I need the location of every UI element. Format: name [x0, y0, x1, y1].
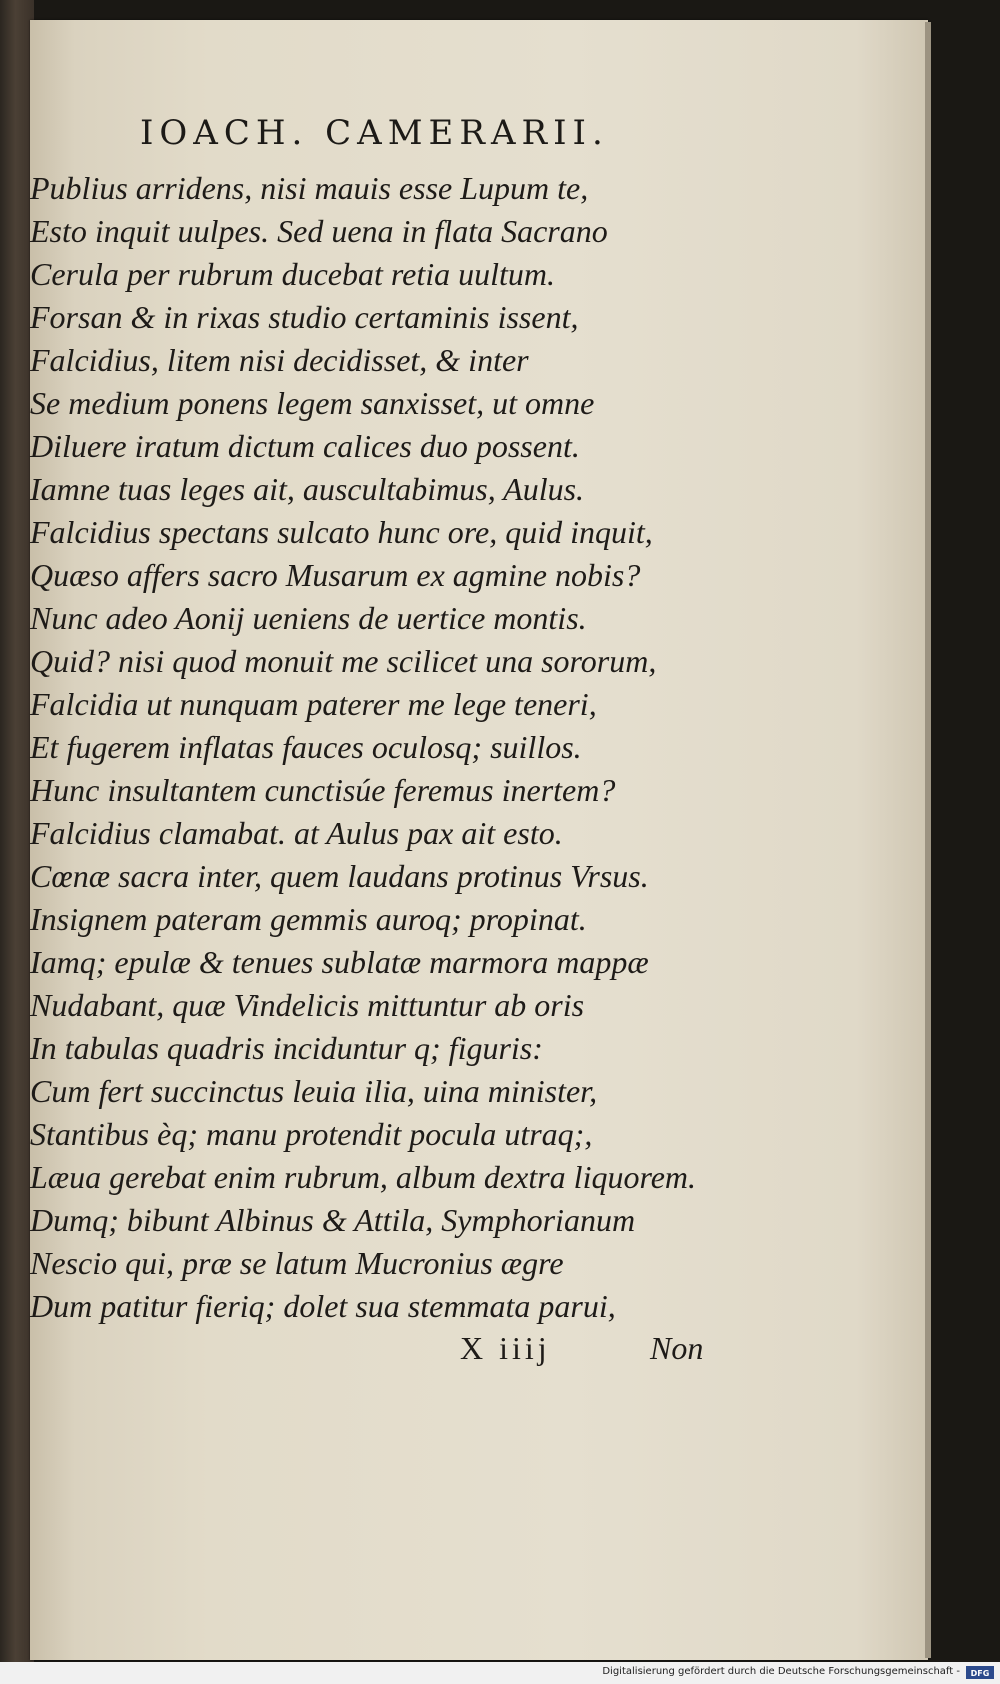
- page-edge: [925, 22, 931, 1658]
- verse-line: Falcidius, litem nisi decidisset, & inter: [30, 342, 529, 378]
- catchword: Non: [650, 1330, 704, 1366]
- verse-line: Quid? nisi quod monuit me scilicet una sororum,: [30, 643, 657, 679]
- verse-line: Nudabant, quæ Vindelicis mittuntur ab oris: [30, 987, 585, 1023]
- verse-line: Iamne tuas leges ait, auscultabimus, Aulus.: [30, 471, 585, 507]
- running-head: IOACH. CAMERARII.: [140, 113, 609, 153]
- footer-credit: Digitalisierung gefördert durch die Deutsche Forschungsgemeinschaft -: [602, 1666, 960, 1677]
- verse-line: Cum fert succinctus leuia ilia, uina minister,: [30, 1073, 598, 1109]
- verse-line: Dumq; bibunt Albinus & Attila, Symphorianum: [30, 1202, 636, 1238]
- verse-line: Stantibus èq; manu protendit pocula utraq;,: [30, 1116, 593, 1152]
- verse-line: Cœnæ sacra inter, quem laudans protinus Vrsus.: [30, 858, 649, 894]
- verse-line: Iamq; epulæ & tenues sublatæ marmora mappæ: [30, 944, 649, 980]
- verse-line: In tabulas quadris inciduntur q; figuris:: [30, 1030, 543, 1066]
- signature-mark: X iiij: [460, 1330, 551, 1366]
- verse-line: Insignem pateram gemmis auroq; propinat.: [30, 901, 587, 937]
- verse-line: Diluere iratum dictum calices duo possent.: [30, 428, 580, 464]
- verse-line: Nunc adeo Aonij ueniens de uertice montis.: [30, 600, 587, 636]
- verse-text: [30, 167, 730, 1328]
- verse-line: Forsan & in rixas studio certaminis issent,: [30, 299, 579, 335]
- footer-bar: [0, 1662, 1000, 1684]
- verse-line: Dum patitur fieriq; dolet sua stemmata parui,: [30, 1288, 616, 1324]
- verse-line: Se medium ponens legem sanxisset, ut omne: [30, 385, 595, 421]
- dfg-logo-text: DFG: [970, 1669, 990, 1678]
- verse-line: Falcidius spectans sulcato hunc ore, quid inquit,: [30, 514, 653, 550]
- verse-line: Læua gerebat enim rubrum, album dextra liquorem.: [30, 1159, 697, 1195]
- verse-line: Nescio qui, præ se latum Mucronius ægre: [30, 1245, 564, 1281]
- dfg-logo-icon: [966, 1666, 994, 1679]
- book-binding: [0, 0, 34, 1662]
- verse-line: Falcidia ut nunquam paterer me lege teneri,: [30, 686, 597, 722]
- verse-line: Esto inquit uulpes. Sed uena in flata Sacrano: [30, 213, 608, 249]
- verse-line: Hunc insultantem cunctisúe feremus inertem?: [30, 772, 616, 808]
- catchword-row: [0, 1330, 930, 1374]
- verse-line: Quæso affers sacro Musarum ex agmine nobis?: [30, 557, 641, 593]
- verse-line: Falcidius clamabat. at Aulus pax ait esto.: [30, 815, 563, 851]
- verse-line: Publius arridens, nisi mauis esse Lupum te,: [30, 170, 589, 206]
- verse-line: Et fugerem inflatas fauces oculosq; suillos.: [30, 729, 582, 765]
- verse-line: Cerula per rubrum ducebat retia uultum.: [30, 256, 555, 292]
